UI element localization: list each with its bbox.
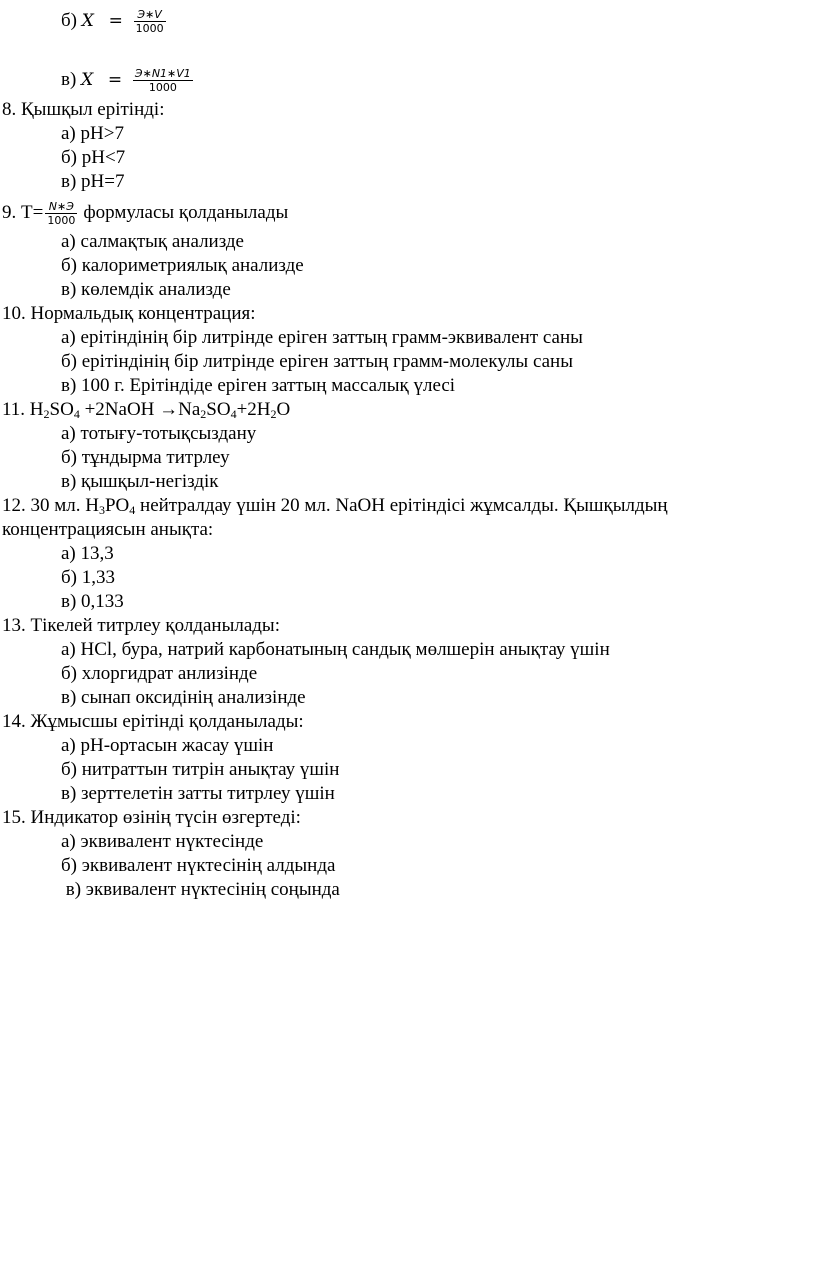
question-13-option-c: в) сынап оксидінің анализінде	[61, 687, 306, 708]
question-10-option-b: б) ерітіндінің бір литрінде еріген заттың грамм-молекулы саны	[61, 351, 573, 372]
formula-b-var: X	[81, 10, 94, 31]
question-15-option-b: б) эквивалент нүктесінің алдында	[61, 855, 336, 876]
question-10-title: 10. Нормальдық концентрация:	[2, 303, 256, 324]
formula-b-fraction	[134, 8, 166, 35]
question-11-title: 11. $H_2SO_4$ +2NaOH $\to Na_2SO_4+2H_2O$	[2, 399, 291, 421]
question-8-title: 8. Қышқыл ерітінді:	[2, 99, 165, 120]
formula-b-eq: =	[108, 10, 123, 31]
question-15-option-a: а) эквивалент нүктесінде	[61, 831, 264, 852]
question-13-option-b: б) хлоргидрат анлизінде	[61, 663, 258, 684]
formula-v-denominator: 1000	[148, 81, 177, 94]
question-9-prefix: 9. Т=	[2, 201, 44, 223]
formula-v-eq: =	[107, 69, 123, 90]
formula-b-numerator: Э∗V	[134, 8, 166, 22]
question-15-option-c: в) эквивалент нүктесінің соңында	[61, 879, 340, 900]
question-9-option-c: в) көлемдік анализде	[61, 279, 231, 300]
question-12-text-mid: PO	[104, 495, 130, 516]
question-11-option-b: б) тұндырма титрлеу	[61, 447, 230, 468]
formula-v-label: в)	[61, 68, 77, 90]
question-12-sub-3: 3	[98, 503, 105, 517]
question-12-title	[2, 494, 668, 518]
formula-b-label: б)	[61, 9, 77, 31]
question-9-option-a: а) салмақтық анализде	[61, 231, 244, 252]
question-12-text-end: нейтралдау үшін 20 мл. NaOH ерітіндісі жұмсалды. Қышқылдың	[135, 495, 668, 516]
question-11-option-a: а) тотығу-тотықсыздану	[61, 423, 257, 444]
question-9-option-b: б) калориметриялық анализде	[61, 255, 304, 276]
question-9-denominator: 1000	[47, 214, 76, 227]
question-9-numerator: N∗Э	[45, 200, 77, 214]
question-14-option-a: а) pH-ортасын жасау үшін	[61, 735, 274, 756]
question-9-title	[2, 200, 288, 227]
formula-v	[61, 67, 193, 94]
question-14-option-b: б) нитраттын титрін анықтау үшін	[61, 759, 340, 780]
question-14-option-c: в) зерттелетін затты титрлеу үшін	[61, 783, 335, 804]
question-14-title: 14. Жұмысшы ерітінді қолданылады:	[2, 711, 304, 732]
question-9-suffix: формуласы қолданылады	[83, 201, 289, 223]
question-12-option-c: в) 0,133	[61, 591, 124, 612]
question-8-option-c: в) pH=7	[61, 171, 125, 192]
question-12-title-line2: концентрациясын анықта:	[2, 519, 214, 540]
question-8-option-a: а) pH>7	[61, 123, 124, 144]
question-10-option-a: а) ерітіндінің бір литрінде еріген заттың грамм-эквивалент саны	[61, 327, 583, 348]
formula-b-denominator: 1000	[135, 22, 164, 35]
question-9-fraction	[45, 200, 77, 227]
question-10-option-c: в) 100 г. Ерітіндіде еріген заттың массалық үлесі	[61, 375, 456, 396]
formula-v-numerator: Э∗N1∗V1	[134, 67, 191, 80]
question-13-title: 13. Тікелей титрлеу қолданылады:	[2, 615, 280, 636]
question-15-title: 15. Индикатор өзінің түсін өзгертеді:	[2, 807, 301, 828]
question-13-option-a: а) HCl, бура, натрий карбонатының сандық мөлшерін анықтау үшін	[61, 639, 610, 660]
question-12-sub-4: 4	[129, 503, 136, 517]
question-8-option-b: б) pH<7	[61, 147, 126, 168]
question-11-option-c: в) қышқыл-негіздік	[61, 471, 219, 492]
formula-v-fraction	[133, 67, 193, 94]
question-12-option-a: а) 13,3	[61, 543, 114, 564]
question-12-option-b: б) 1,33	[61, 567, 115, 588]
question-11-number: 11.	[2, 399, 26, 420]
formula-b	[61, 8, 166, 35]
question-12-text-start: 12. 30 мл. H	[2, 495, 99, 516]
formula-v-var: X	[81, 69, 94, 90]
